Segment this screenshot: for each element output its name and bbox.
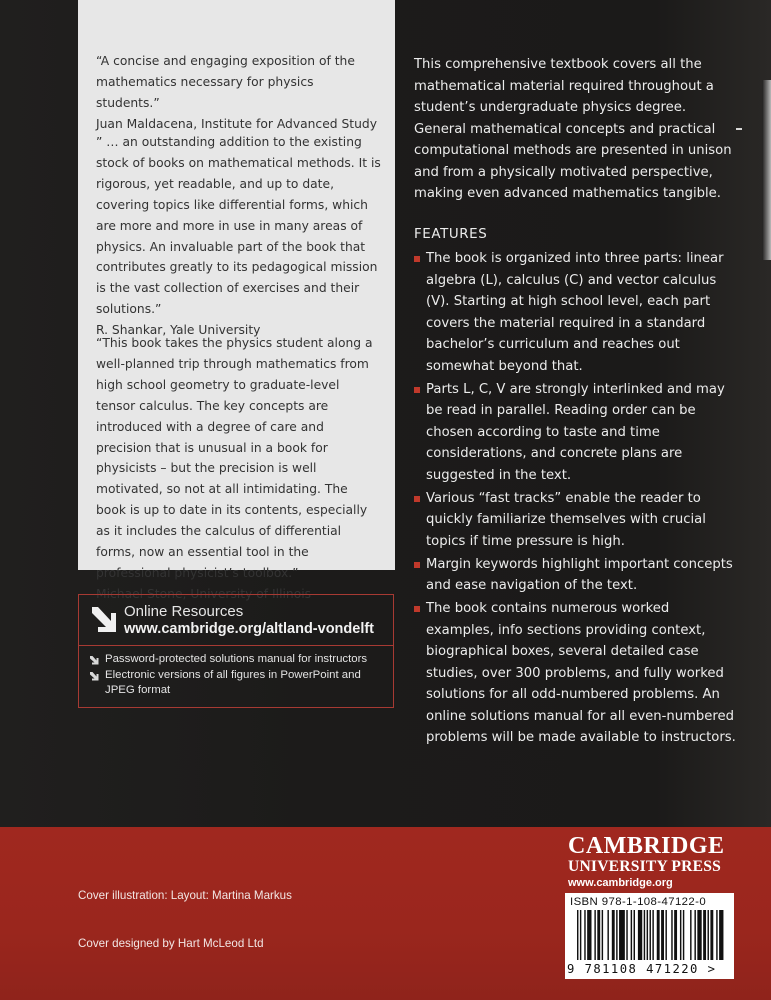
review-text: “A concise and engaging exposition of the mathematics necessary for physics students.”	[96, 54, 355, 110]
online-resources-link[interactable]: www.cambridge.org/altland-vondelft	[124, 621, 375, 637]
barcode-bar	[619, 910, 625, 960]
arrow-down-right-icon	[89, 655, 99, 665]
cover-speck	[736, 128, 742, 130]
barcode-bar	[647, 910, 648, 960]
barcode-bar	[665, 910, 666, 960]
barcode-bar	[602, 910, 603, 960]
barcode-bar	[631, 910, 632, 960]
barcode-bar	[616, 910, 617, 960]
review-text: ” … an outstanding addition to the existing stock of books on mathematical methods. It is rigorous, yet readable, and up to date, covering topics like differential forms, which are more and more in use in many areas of physics. An invaluable part of the book that contributes greatly to its pedagogical mission is the vast collection of exercises and their solutions.”	[96, 135, 381, 317]
barcode-bar	[694, 910, 695, 960]
online-resources-box	[78, 594, 394, 708]
arrow-down-right-icon	[89, 671, 99, 681]
barcode-bar	[626, 910, 627, 960]
barcode-bar	[708, 910, 709, 960]
barcode-bar	[634, 910, 635, 960]
barcode-bar	[612, 910, 615, 960]
square-bullet-icon	[414, 562, 420, 568]
arrow-down-right-icon	[89, 604, 117, 634]
book-description: This comprehensive textbook covers all the mathematical material required throughout a student’s undergraduate physics degree. General mathematical concepts and practical computational methods are presented in unison and from a physically motivated perspective, making even advanced mathematics tangible.	[414, 57, 732, 201]
barcode-bar	[594, 910, 595, 960]
barcode-bar	[644, 910, 645, 960]
online-resources-title: Online Resources	[124, 603, 244, 620]
barcode-bar	[587, 910, 591, 960]
publisher-logo	[568, 833, 738, 891]
barcode-bar	[597, 910, 600, 960]
isbn-number: ISBN 978-1-108-47122-0	[570, 896, 707, 908]
review-text: “This book takes the physics student along a well-planned trip through mathematics from high school geometry to graduate-level tensor calculus. The key concepts are introduced with a degree of care and precision that is unusual in a book for physicists – but the precision is well motivated, so not at all intimidating. The book is up to date in its contents, especially as it includes the calculus of differential forms, now an essential tool in the professional physicist’s toolbox.”	[96, 336, 373, 580]
publisher-website[interactable]: www.cambridge.org	[568, 877, 673, 889]
features-list	[414, 248, 739, 750]
list-item: Electronic versions of all figures in PowerPoint and JPEG format	[89, 668, 389, 699]
barcode-bar	[674, 910, 677, 960]
barcode-bar	[650, 910, 651, 960]
online-resources-header	[79, 595, 393, 645]
square-bullet-icon	[414, 256, 420, 262]
cover-design-credit: Cover designed by Hart McLeod Ltd	[78, 937, 264, 950]
barcode-bar	[584, 910, 585, 960]
publisher-subtitle: UNIVERSITY PRESS	[568, 858, 721, 875]
review-quote	[96, 51, 381, 135]
review-quote	[96, 333, 381, 605]
barcode-bar	[652, 910, 653, 960]
review-author: Juan Maldacena, Institute for Advanced Study	[96, 116, 377, 131]
online-resources-list	[89, 652, 389, 699]
publisher-band	[0, 827, 771, 1000]
feature-item: Parts L, C, V are strongly interlinked and may be read in parallel. Reading order can be chosen according to taste and time considerations, and concrete plans are suggested in the text.	[414, 379, 739, 487]
square-bullet-icon	[414, 606, 420, 612]
divider	[79, 645, 393, 646]
features-heading: FEATURES	[414, 227, 488, 242]
isbn-barcode	[565, 893, 734, 979]
review-author: Michael Stone, University of Illinois	[96, 586, 312, 601]
barcode-bar	[697, 910, 701, 960]
publisher-name: CAMBRIDGE	[568, 833, 725, 859]
barcode-bars	[565, 910, 734, 962]
barcode-bar	[661, 910, 664, 960]
feature-item: Various “fast tracks” enable the reader to quickly familiarize themselves with crucial topics if time pressure is high.	[414, 488, 739, 553]
list-item: Password-protected solutions manual for instructors	[89, 652, 389, 668]
review-quote	[96, 132, 381, 341]
barcode-bar	[683, 910, 684, 960]
cover-illustration-credit: Cover illustration: Layout: Martina Markus	[78, 889, 292, 902]
barcode-bar	[719, 910, 723, 960]
barcode-bar	[577, 910, 578, 960]
barcode-bar	[680, 910, 681, 960]
barcode-bar	[580, 910, 581, 960]
square-bullet-icon	[414, 496, 420, 502]
barcode-bar	[607, 910, 608, 960]
reviews-panel	[78, 0, 395, 601]
feature-item: The book is organized into three parts: linear algebra (L), calculus (C) and vector calculus (V). Starting at high school level, each part covers the material required in a standard bachelor’s curriculum and reaches out somewhat beyond that.	[414, 248, 739, 377]
review-author: R. Shankar, Yale University	[96, 323, 261, 338]
feature-item: Margin keywords highlight important concepts and ease navigation of the text.	[414, 554, 739, 597]
barcode-bar	[657, 910, 660, 960]
barcode-bar	[671, 910, 672, 960]
cover-edge-highlight	[762, 80, 771, 260]
feature-item: The book contains numerous worked examples, info sections providing context, biographical boxes, several detailed case studies, over 300 problems, and fully worked solutions for all odd-numbered problems. An online solutions manual for all even-numbered problems will be made available to instructors.	[414, 598, 739, 749]
barcode-bar	[703, 910, 706, 960]
barcode-bar	[638, 910, 642, 960]
barcode-bar	[716, 910, 717, 960]
square-bullet-icon	[414, 387, 420, 393]
barcode-bar	[690, 910, 691, 960]
barcode-bar	[710, 910, 713, 960]
barcode-digits: 9 781108 471220 >	[567, 962, 717, 976]
